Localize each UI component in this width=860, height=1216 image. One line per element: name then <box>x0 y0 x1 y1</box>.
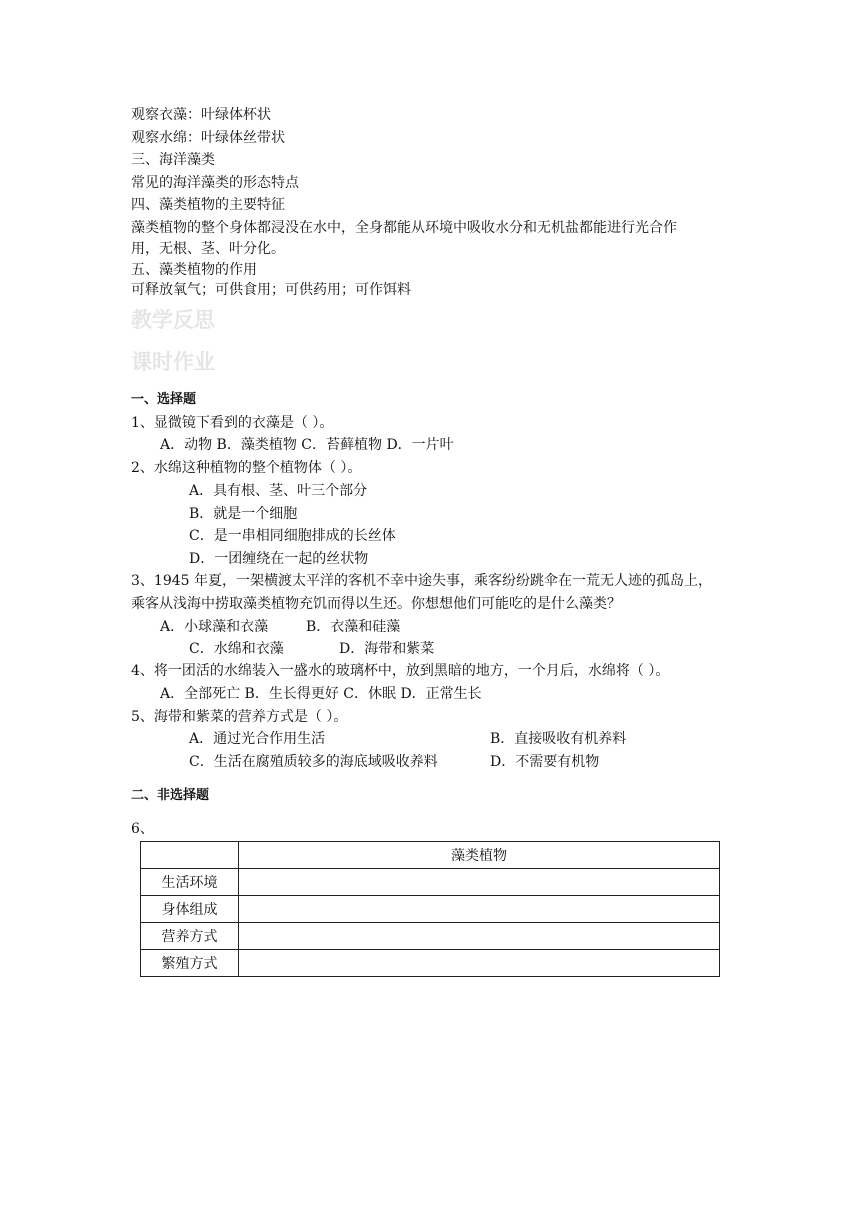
table-row-label-nutrition: 营养方式 <box>141 923 239 950</box>
question-5: 5、海带和紫菜的营养方式是（ ）。 <box>131 709 348 725</box>
table-header-row <box>141 842 720 869</box>
question-3-option-c: C．水绵和衣藻 <box>189 641 284 657</box>
table-cell-answer[interactable] <box>239 923 720 950</box>
question-3-option-a: A．小球藻和衣藻 <box>160 619 269 635</box>
table-cell-answer[interactable] <box>239 896 720 923</box>
text-line-observe-spirogyra: 观察水绵：叶绿体丝带状 <box>131 130 285 146</box>
question-2-option-a: A．具有根、茎、叶三个部分 <box>189 483 368 499</box>
question-3-option-d: D．海带和紫菜 <box>339 641 435 657</box>
text-line-features-b: 用，无根、茎、叶分化。 <box>131 241 285 257</box>
text-line-features-a: 藻类植物的整个身体都浸没在水中，全身都能从环境中吸收水分和无机盐都能进行光合作 <box>131 220 677 236</box>
section-heading-features: 四、藻类植物的主要特征 <box>131 197 285 213</box>
part2-title: 二、非选择题 <box>131 788 210 803</box>
algae-comparison-table <box>140 841 720 977</box>
question-4: 4、将一团活的水绵装入一盛水的玻璃杯中，放到黑暗的地方，一个月后，水绵将（ ）。 <box>131 663 670 679</box>
table-row-label-reproduction: 繁殖方式 <box>141 950 239 977</box>
question-3-line-b: 乘客从浅海中捞取藻类植物充饥而得以生还。你想想他们可能吃的是什么藻类？ <box>131 596 621 612</box>
table-cell-answer[interactable] <box>239 950 720 977</box>
section-heading-functions: 五、藻类植物的作用 <box>131 262 257 278</box>
table-row <box>141 869 720 896</box>
question-2-option-b: B．就是一个细胞 <box>189 506 298 522</box>
question-2-option-c: C．是一串相同细胞排成的长丝体 <box>189 528 396 544</box>
table-header-algae: 藻类植物 <box>239 842 720 869</box>
heading-homework: 课时作业 <box>131 350 215 374</box>
question-2-option-d: D．一团缠绕在一起的丝状物 <box>189 551 369 567</box>
table-header-corner <box>141 842 239 869</box>
text-line-marine-algae: 常见的海洋藻类的形态特点 <box>131 175 299 191</box>
question-1: 1、显微镜下看到的衣藻是（ ）。 <box>131 415 334 431</box>
table-row-label-habitat: 生活环境 <box>141 869 239 896</box>
question-5-option-a: A．通过光合作用生活 <box>189 731 326 747</box>
question-5-option-b: B．直接吸收有机养料 <box>490 731 627 747</box>
part1-title: 一、选择题 <box>131 392 197 407</box>
question-5-option-c: C．生活在腐殖质较多的海底域吸收养料 <box>189 754 438 770</box>
table-row-label-body: 身体组成 <box>141 896 239 923</box>
question-1-options: A．动物 B．藻类植物 C．苔藓植物 D．一片叶 <box>160 437 454 453</box>
table-row <box>141 950 720 977</box>
section-heading-marine-algae: 三、海洋藻类 <box>131 152 215 168</box>
question-6: 6、 <box>131 821 154 837</box>
question-3-line-a: 3、1945 年夏，一架横渡太平洋的客机不幸中途失事，乘客纷纷跳伞在一荒无人迹的孤岛上， <box>131 573 712 589</box>
table-row <box>141 923 720 950</box>
text-line-observe-chlamydomonas: 观察衣藻：叶绿体杯状 <box>131 107 271 123</box>
table-cell-answer[interactable] <box>239 869 720 896</box>
text-line-functions: 可释放氧气；可供食用；可供药用；可作饵料 <box>131 282 411 298</box>
question-4-options: A．全部死亡 B．生长得更好 C．休眠 D．正常生长 <box>160 686 482 702</box>
question-5-option-d: D．不需要有机物 <box>490 754 600 770</box>
table-row <box>141 896 720 923</box>
question-2: 2、水绵这种植物的整个植物体（ ）。 <box>131 460 362 476</box>
question-3-option-b: B．衣藻和硅藻 <box>306 619 401 635</box>
heading-teaching-reflection: 教学反思 <box>131 308 215 332</box>
